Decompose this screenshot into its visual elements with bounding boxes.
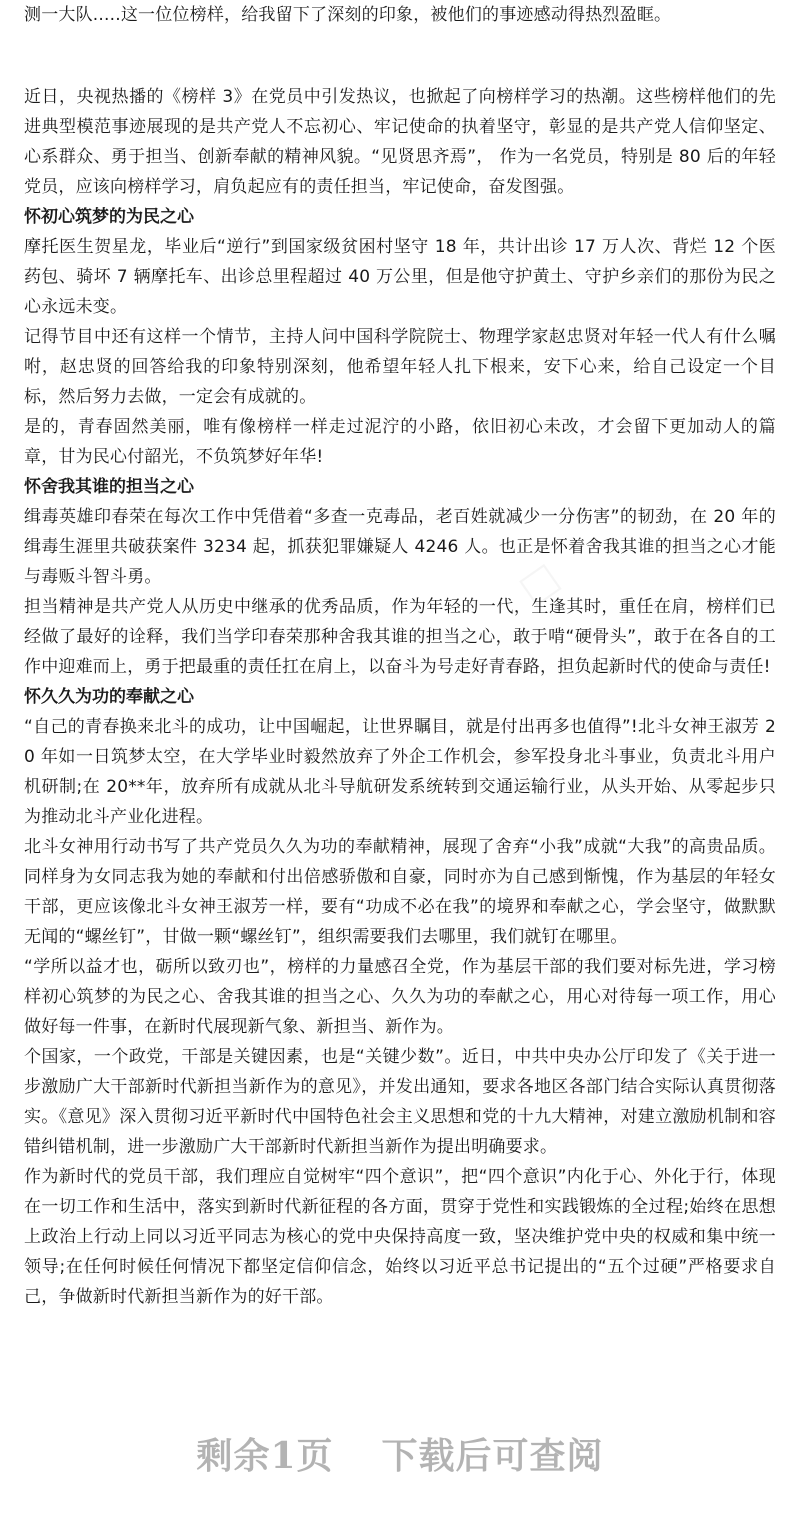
remaining-pages-label: 剩余1页 xyxy=(196,1434,334,1477)
paragraph: “学所以益才也，砺所以致刃也”，榜样的力量感召全党，作为基层干部的我们要对标先进，学习榜样初心筑梦的为民之心、舍我其谁的担当之心、久久为功的奉献之心，用心对待每一项工作，用心做好每一件事，在新时代展现新气象、新担当、新作为。 xyxy=(24,957,776,1037)
paragraph: 作为新时代的党员干部，我们理应自觉树牢“四个意识”，把“四个意识”内化于心、外化于行，体现在一切工作和生活中，落实到新时代新征程的各方面，贯穿于党性和实践锻炼的全过程;始终在思想上政治上行动上同以习近平同志为核心的党中央保持高度一致，坚决维护党中央的权威和集中统一领导;在任何时候任何情况下都坚定信仰信念，始终以习近平总书记提出的“五个过硬”严格要求自己，争做新时代新担当新作为的好干部。 xyxy=(24,1167,776,1307)
section-heading-3: 怀久久为功的奉献之心 xyxy=(24,687,194,707)
paragraph: 担当精神是共产党人从历史中继承的优秀品质，作为年轻的一代，生逢其时，重任在肩，榜样们已经做了最好的诠释，我们当学印春荣那种舍我其谁的担当之心，敢于啃“硬骨头”，敢于在各自的工作中迎难而上，勇于把最重的责任扛在肩上，以奋斗为号走好青春路，担负起新时代的使命与责任! xyxy=(24,597,776,677)
top-fragment: 测一大队.....这一位位榜样，给我留下了深刻的印象，被他们的事迹感动得热烈盈眶。 xyxy=(24,5,672,25)
intro-paragraph: 近日，央视热播的《榜样 3》在党员中引发热议，也掀起了向榜样学习的热潮。这些榜样他们的先进典型模范事迹展现的是共产党人不忘初心、牢记使命的执着坚守，彰显的是共产党人信仰坚定、心系群众、勇于担当、创新奉献的精神风貌。“见贤思齐焉”， 作为一名党员，特别是 80 后的年轻党员，应该向榜样学习，肩负起应有的责任担当，牢记使命，奋发图强。 xyxy=(24,87,776,197)
paragraph: “自己的青春换来北斗的成功，让中国崛起，让世界瞩目，就是付出再多也值得”!北斗女神王淑芳 20 年如一日筑梦太空，在大学毕业时毅然放弃了外企工作机会，参军投身北斗事业，负责北斗用户机研制;在 20**年，放弃所有成就从北斗导航研发系统转到交通运输行业，从头开始、从零起步只为推动北斗产业化进程。 xyxy=(24,717,776,827)
section-heading-2: 怀舍我其谁的担当之心 xyxy=(24,477,194,497)
paragraph: 缉毒英雄印春荣在每次工作中凭借着“多查一克毒品，老百姓就减少一分伤害”的韧劲，在 20 年的缉毒生涯里共破获案件 3234 起，抓获犯罪嫌疑人 4246 人。也正是怀着舍我其谁的担当之心才能与毒贩斗智斗勇。 xyxy=(24,507,776,587)
download-banner[interactable] xyxy=(0,1418,800,1488)
download-to-view-label[interactable]: 下载后可查阅 xyxy=(381,1434,604,1477)
spacer xyxy=(24,30,776,82)
paragraph: 记得节目中还有这样一个情节，主持人问中国科学院院士、物理学家赵忠贤对年轻一代人有什么嘱咐，赵忠贤的回答给我的印象特别深刻，他希望年轻人扎下根来，安下心来，给自己设定一个目标，然后努力去做，一定会有成就的。 xyxy=(24,327,776,407)
paragraph: 是的，青春固然美丽，唯有像榜样一样走过泥泞的小路，依旧初心未改，才会留下更加动人的篇章，甘为民心付韶光，不负筑梦好年华! xyxy=(24,417,776,467)
paragraph: 摩托医生贺星龙，毕业后“逆行”到国家级贫困村坚守 18 年，共计出诊 17 万人次、背烂 12 个医药包、骑坏 7 辆摩托车、出诊总里程超过 40 万公里，但是他守护黄土、守护乡亲们的那份为民之心永远未变。 xyxy=(24,237,776,317)
paragraph: 个国家，一个政党，干部是关键因素，也是“关键少数”。近日，中共中央办公厅印发了《关于进一步激励广大干部新时代新担当新作为的意见》，并发出通知，要求各地区各部门结合实际认真贯彻落实。《意见》深入贯彻习近平新时代中国特色社会主义思想和党的十九大精神，对建立激励机制和容错纠错机制，进一步激励广大干部新时代新担当新作为提出明确要求。 xyxy=(24,1047,776,1157)
section-heading-1: 怀初心筑梦的为民之心 xyxy=(24,207,194,227)
paragraph: 北斗女神用行动书写了共产党员久久为功的奉献精神，展现了舍弃“小我”成就“大我”的高贵品质。同样身为女同志我为她的奉献和付出倍感骄傲和自豪，同时亦为自己感到惭愧，作为基层的年轻女干部，更应该像北斗女神王淑芳一样，要有“功成不必在我”的境界和奉献之心，学会坚守，做默默无闻的“螺丝钉”，甘做一颗“螺丝钉”，组织需要我们去哪里，我们就钉在哪里。 xyxy=(24,837,776,947)
